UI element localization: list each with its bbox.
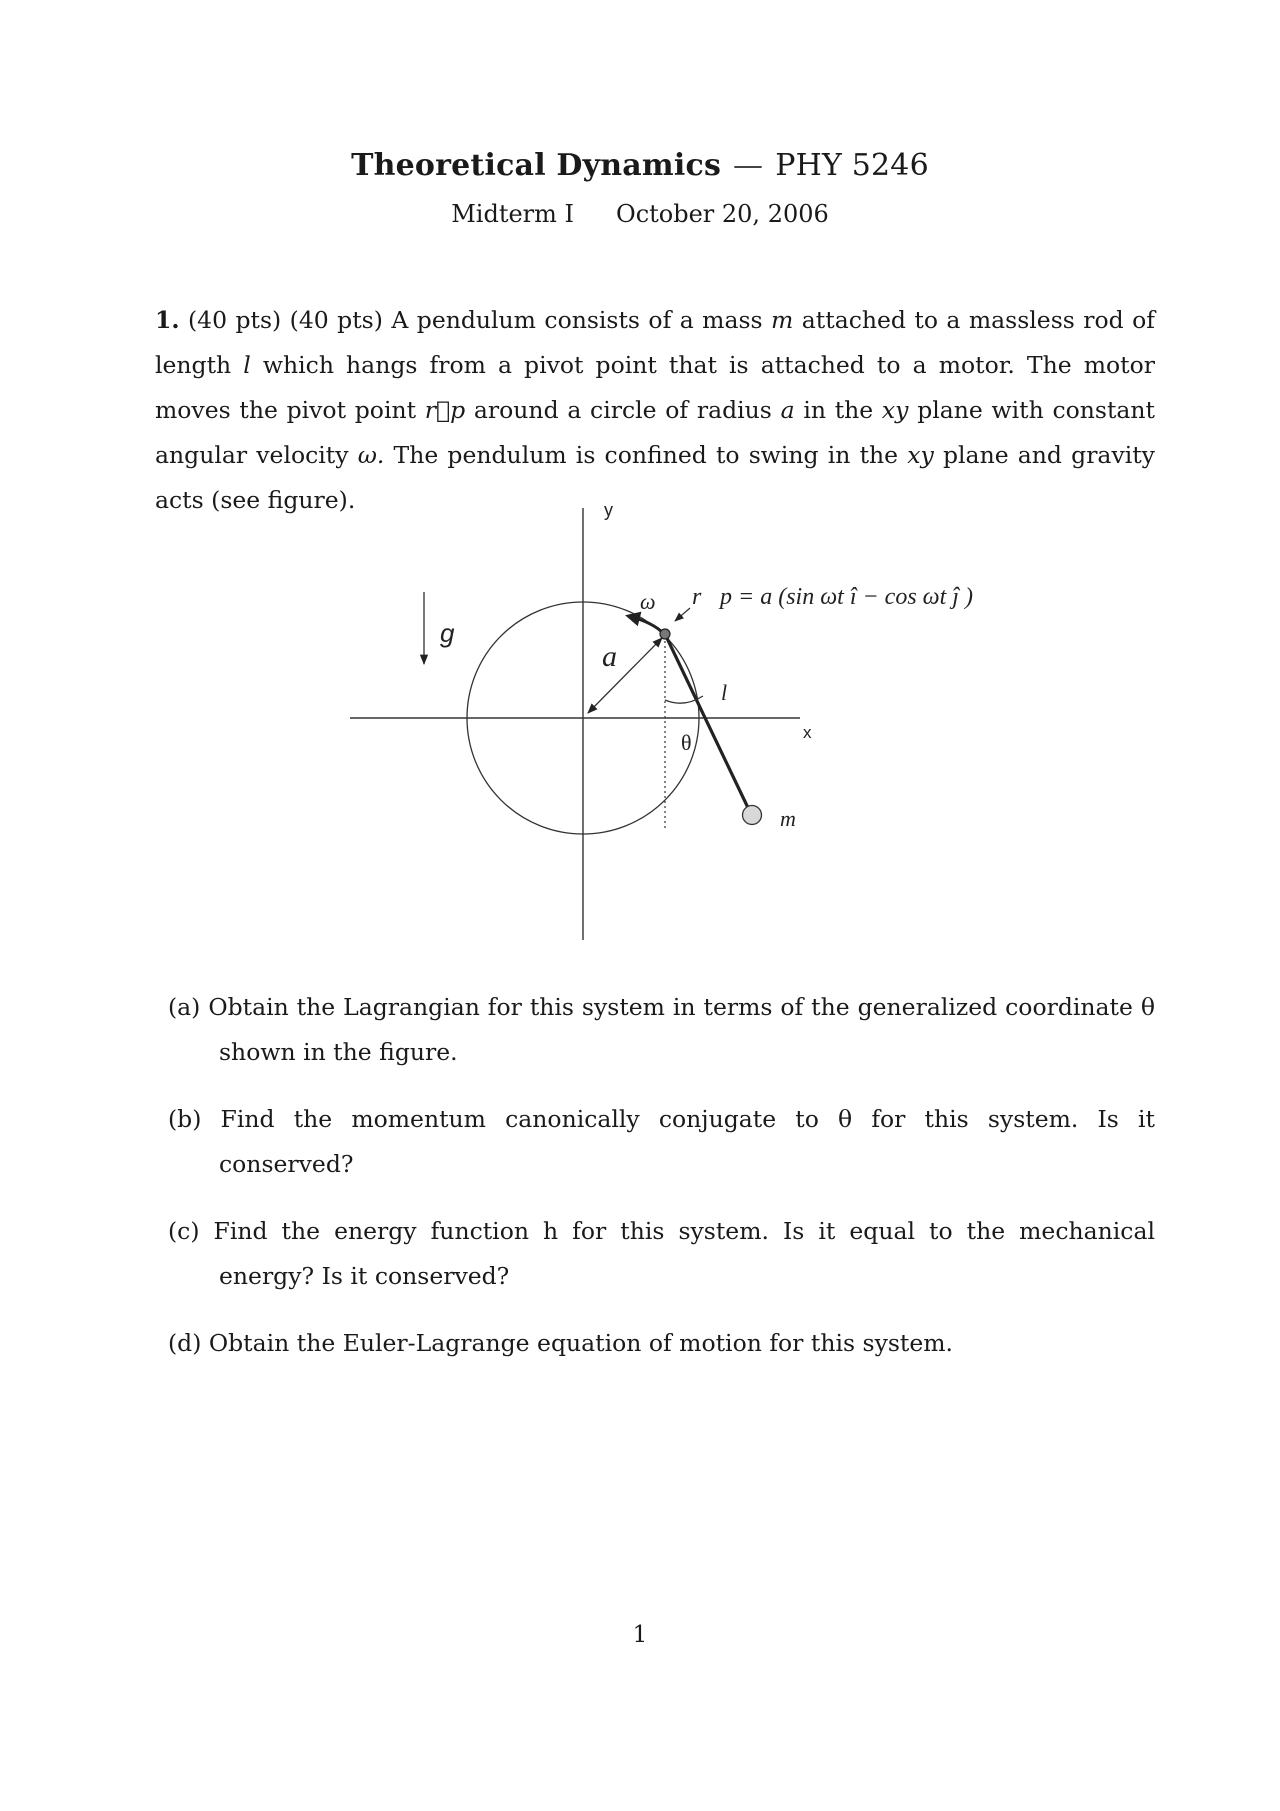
title-separator: — (733, 148, 764, 183)
omega-arrow (628, 616, 663, 633)
sub-question-text: Obtain the Euler-Lagrange equation of motion for this system. (208, 1329, 954, 1357)
problem-text: A pendulum consists of a mass (391, 306, 763, 334)
sub-question-a (168, 985, 1155, 1075)
sub-question-d (168, 1321, 1155, 1366)
sub-question-label: (b) (168, 1105, 202, 1133)
omega-label: ω (640, 589, 656, 614)
exam-date: October 20, 2006 (616, 200, 829, 228)
problem-text: plane and gravity acts (see figure). (155, 441, 1155, 514)
problem-text: The pendulum is confined to swing in the (393, 441, 899, 469)
mass-label: m (780, 806, 796, 831)
page-number: 1 (632, 1622, 648, 1648)
mass-bob (743, 806, 762, 825)
rp-pointer-arrow (675, 608, 690, 621)
symbol-xy: xy (907, 441, 934, 469)
sub-question-b (168, 1097, 1155, 1187)
sub-question-text: Obtain the Lagrangian for this system in terms of the generalized coordinate θ shown in the figure. (208, 993, 1155, 1066)
sub-questions (168, 985, 1155, 1388)
problem-text: in the (803, 396, 874, 424)
course-code: PHY 5246 (775, 148, 929, 183)
problem-number: 1. (155, 306, 180, 334)
problem-text: around a circle of radius (473, 396, 772, 424)
sub-question-label: (c) (168, 1217, 200, 1245)
sub-question-c (168, 1209, 1155, 1299)
symbol-m: m (771, 306, 794, 334)
symbol-rp: r⃗p (424, 396, 466, 424)
problem-text: which hangs from a pivot point that is attached to a motor. The motor moves the pivot point (155, 351, 1155, 424)
symbol-l: l (243, 351, 251, 379)
symbol-omega: ω. (357, 441, 385, 469)
radius-label: a (602, 640, 617, 673)
problem-text: plane with constant angular velocity (155, 396, 1155, 469)
symbol-xy: xy (881, 396, 909, 424)
problem-text: attached to a massless rod of length (155, 306, 1155, 379)
exam-name: Midterm I (451, 200, 575, 228)
angle-label: θ (681, 730, 692, 755)
pivot-equation-label: r⃗p = a (sin ωt î − cos ωt ĵ ) (692, 584, 973, 610)
sub-question-label: (a) (168, 993, 201, 1021)
sub-question-label: (d) (168, 1329, 202, 1357)
course-name: Theoretical Dynamics (351, 148, 722, 183)
x-axis-label: x (803, 723, 812, 742)
problem-points: (40 pts) (40 pts) (188, 306, 383, 334)
pivot-point (660, 629, 670, 639)
y-axis-label: y (604, 500, 613, 520)
sub-question-text: Find the energy function h for this system. Is it equal to the mechanical energy? Is it conserved? (213, 1217, 1155, 1290)
sub-question-text: Find the momentum canonically conjugate to θ for this system. Is it conserved? (219, 1105, 1155, 1178)
gravity-label: g (440, 618, 455, 648)
radius-arrow (588, 638, 662, 713)
symbol-a: a (780, 396, 795, 424)
rod-label: l (721, 680, 728, 705)
